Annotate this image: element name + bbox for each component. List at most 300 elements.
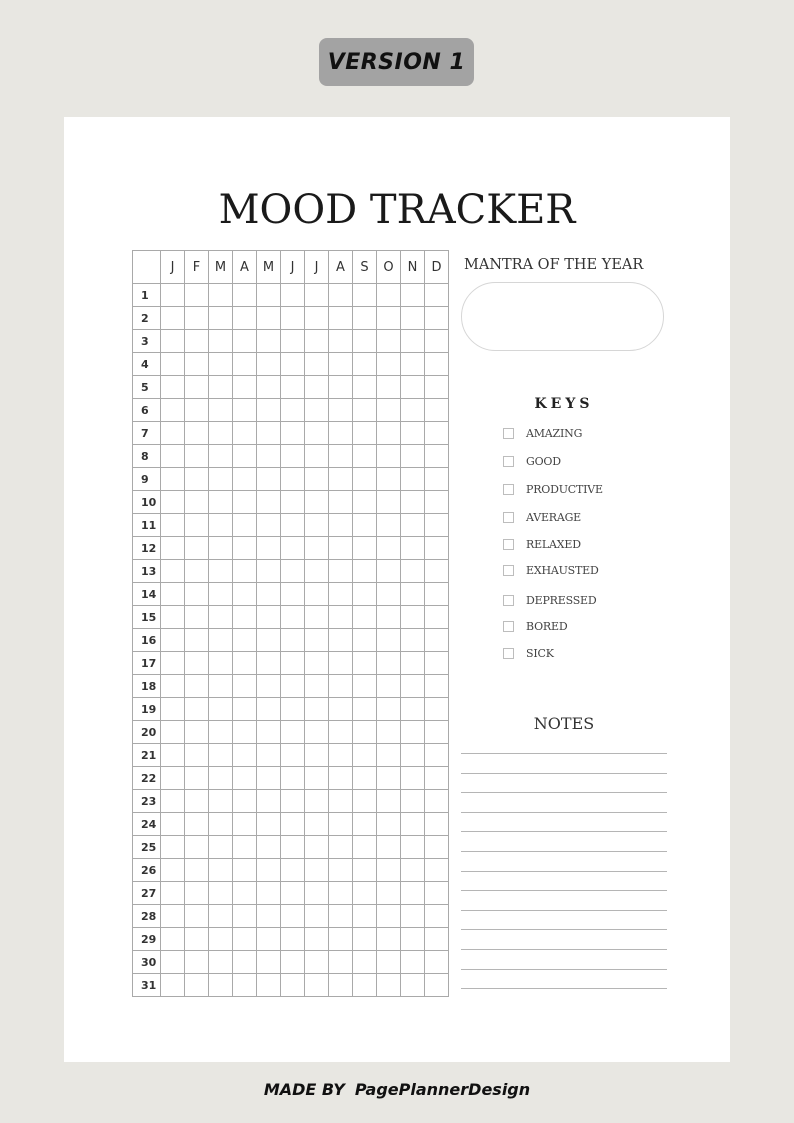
mood-cell[interactable] bbox=[257, 330, 281, 353]
notes-line[interactable] bbox=[461, 753, 667, 754]
mood-cell[interactable] bbox=[401, 675, 425, 698]
mood-cell[interactable] bbox=[209, 583, 233, 606]
mood-cell[interactable] bbox=[377, 951, 401, 974]
mood-cell[interactable] bbox=[185, 698, 209, 721]
mood-cell[interactable] bbox=[377, 491, 401, 514]
mood-cell[interactable] bbox=[305, 583, 329, 606]
mood-cell[interactable] bbox=[209, 928, 233, 951]
mood-cell[interactable] bbox=[377, 376, 401, 399]
mood-cell[interactable] bbox=[257, 422, 281, 445]
mood-cell[interactable] bbox=[401, 606, 425, 629]
mood-cell[interactable] bbox=[257, 491, 281, 514]
mood-cell[interactable] bbox=[161, 928, 185, 951]
mood-cell[interactable] bbox=[329, 721, 353, 744]
mood-cell[interactable] bbox=[233, 422, 257, 445]
mood-cell[interactable] bbox=[233, 583, 257, 606]
mood-cell[interactable] bbox=[305, 652, 329, 675]
mood-cell[interactable] bbox=[257, 629, 281, 652]
mood-cell[interactable] bbox=[305, 974, 329, 997]
mood-cell[interactable] bbox=[281, 583, 305, 606]
mood-cell[interactable] bbox=[401, 353, 425, 376]
mood-cell[interactable] bbox=[161, 767, 185, 790]
mood-cell[interactable] bbox=[209, 951, 233, 974]
mood-cell[interactable] bbox=[209, 445, 233, 468]
mood-cell[interactable] bbox=[305, 537, 329, 560]
mood-cell[interactable] bbox=[209, 422, 233, 445]
mood-cell[interactable] bbox=[161, 445, 185, 468]
mood-cell[interactable] bbox=[257, 514, 281, 537]
mood-cell[interactable] bbox=[161, 836, 185, 859]
mood-cell[interactable] bbox=[233, 560, 257, 583]
mood-cell[interactable] bbox=[377, 859, 401, 882]
mood-cell[interactable] bbox=[425, 652, 449, 675]
mood-cell[interactable] bbox=[305, 284, 329, 307]
mood-cell[interactable] bbox=[257, 652, 281, 675]
mood-cell[interactable] bbox=[329, 951, 353, 974]
mood-cell[interactable] bbox=[185, 767, 209, 790]
mood-cell[interactable] bbox=[257, 790, 281, 813]
mood-cell[interactable] bbox=[209, 606, 233, 629]
mood-cell[interactable] bbox=[305, 491, 329, 514]
mood-cell[interactable] bbox=[257, 468, 281, 491]
mood-cell[interactable] bbox=[305, 606, 329, 629]
mood-cell[interactable] bbox=[233, 284, 257, 307]
mood-cell[interactable] bbox=[161, 744, 185, 767]
mood-cell[interactable] bbox=[353, 330, 377, 353]
mood-cell[interactable] bbox=[377, 399, 401, 422]
mood-cell[interactable] bbox=[257, 859, 281, 882]
mood-cell[interactable] bbox=[281, 399, 305, 422]
mood-cell[interactable] bbox=[233, 307, 257, 330]
mood-cell[interactable] bbox=[281, 836, 305, 859]
mood-cell[interactable] bbox=[209, 514, 233, 537]
mood-cell[interactable] bbox=[425, 330, 449, 353]
mood-cell[interactable] bbox=[257, 721, 281, 744]
mantra-input-box[interactable] bbox=[461, 282, 664, 351]
mood-cell[interactable] bbox=[209, 560, 233, 583]
key-checkbox[interactable] bbox=[503, 648, 514, 659]
mood-cell[interactable] bbox=[353, 491, 377, 514]
mood-cell[interactable] bbox=[161, 951, 185, 974]
mood-cell[interactable] bbox=[185, 583, 209, 606]
mood-cell[interactable] bbox=[209, 353, 233, 376]
mood-cell[interactable] bbox=[161, 813, 185, 836]
mood-cell[interactable] bbox=[425, 675, 449, 698]
mood-cell[interactable] bbox=[353, 560, 377, 583]
mood-cell[interactable] bbox=[185, 859, 209, 882]
notes-line[interactable] bbox=[461, 910, 667, 911]
mood-cell[interactable] bbox=[377, 836, 401, 859]
mood-cell[interactable] bbox=[305, 675, 329, 698]
key-checkbox[interactable] bbox=[503, 621, 514, 632]
mood-cell[interactable] bbox=[257, 951, 281, 974]
mood-cell[interactable] bbox=[161, 399, 185, 422]
mood-cell[interactable] bbox=[329, 537, 353, 560]
mood-cell[interactable] bbox=[401, 560, 425, 583]
mood-cell[interactable] bbox=[281, 675, 305, 698]
mood-cell[interactable] bbox=[257, 882, 281, 905]
mood-cell[interactable] bbox=[185, 744, 209, 767]
mood-cell[interactable] bbox=[233, 767, 257, 790]
mood-cell[interactable] bbox=[425, 905, 449, 928]
mood-cell[interactable] bbox=[353, 813, 377, 836]
mood-cell[interactable] bbox=[209, 836, 233, 859]
mood-cell[interactable] bbox=[353, 790, 377, 813]
mood-cell[interactable] bbox=[281, 974, 305, 997]
mood-cell[interactable] bbox=[257, 307, 281, 330]
mood-cell[interactable] bbox=[377, 583, 401, 606]
mood-cell[interactable] bbox=[329, 468, 353, 491]
mood-cell[interactable] bbox=[185, 514, 209, 537]
mood-cell[interactable] bbox=[233, 790, 257, 813]
key-checkbox[interactable] bbox=[503, 484, 514, 495]
mood-cell[interactable] bbox=[401, 468, 425, 491]
mood-cell[interactable] bbox=[377, 514, 401, 537]
mood-cell[interactable] bbox=[209, 307, 233, 330]
mood-cell[interactable] bbox=[161, 307, 185, 330]
mood-cell[interactable] bbox=[425, 376, 449, 399]
mood-cell[interactable] bbox=[353, 422, 377, 445]
mood-cell[interactable] bbox=[281, 560, 305, 583]
mood-cell[interactable] bbox=[353, 629, 377, 652]
mood-cell[interactable] bbox=[305, 514, 329, 537]
mood-cell[interactable] bbox=[329, 514, 353, 537]
mood-cell[interactable] bbox=[161, 698, 185, 721]
mood-cell[interactable] bbox=[353, 307, 377, 330]
mood-cell[interactable] bbox=[209, 537, 233, 560]
mood-cell[interactable] bbox=[185, 836, 209, 859]
mood-cell[interactable] bbox=[281, 353, 305, 376]
mood-cell[interactable] bbox=[353, 284, 377, 307]
mood-cell[interactable] bbox=[377, 445, 401, 468]
mood-cell[interactable] bbox=[401, 744, 425, 767]
mood-cell[interactable] bbox=[329, 905, 353, 928]
mood-cell[interactable] bbox=[281, 744, 305, 767]
mood-cell[interactable] bbox=[281, 537, 305, 560]
mood-cell[interactable] bbox=[281, 652, 305, 675]
mood-cell[interactable] bbox=[233, 974, 257, 997]
mood-cell[interactable] bbox=[377, 698, 401, 721]
mood-cell[interactable] bbox=[353, 376, 377, 399]
mood-cell[interactable] bbox=[281, 468, 305, 491]
mood-cell[interactable] bbox=[377, 721, 401, 744]
notes-line[interactable] bbox=[461, 773, 667, 774]
mood-cell[interactable] bbox=[353, 698, 377, 721]
mood-cell[interactable] bbox=[257, 583, 281, 606]
mood-cell[interactable] bbox=[281, 307, 305, 330]
mood-cell[interactable] bbox=[329, 859, 353, 882]
mood-cell[interactable] bbox=[401, 859, 425, 882]
notes-line[interactable] bbox=[461, 949, 667, 950]
mood-cell[interactable] bbox=[425, 491, 449, 514]
mood-cell[interactable] bbox=[305, 445, 329, 468]
key-checkbox[interactable] bbox=[503, 512, 514, 523]
mood-cell[interactable] bbox=[257, 445, 281, 468]
mood-cell[interactable] bbox=[377, 675, 401, 698]
mood-cell[interactable] bbox=[425, 629, 449, 652]
mood-cell[interactable] bbox=[377, 422, 401, 445]
mood-cell[interactable] bbox=[401, 307, 425, 330]
mood-cell[interactable] bbox=[425, 928, 449, 951]
mood-cell[interactable] bbox=[161, 514, 185, 537]
mood-cell[interactable] bbox=[329, 767, 353, 790]
mood-cell[interactable] bbox=[185, 330, 209, 353]
mood-cell[interactable] bbox=[161, 882, 185, 905]
mood-cell[interactable] bbox=[329, 353, 353, 376]
mood-cell[interactable] bbox=[281, 514, 305, 537]
notes-line[interactable] bbox=[461, 969, 667, 970]
mood-cell[interactable] bbox=[209, 790, 233, 813]
mood-cell[interactable] bbox=[185, 652, 209, 675]
mood-cell[interactable] bbox=[425, 698, 449, 721]
notes-line[interactable] bbox=[461, 851, 667, 852]
mood-cell[interactable] bbox=[281, 813, 305, 836]
mood-cell[interactable] bbox=[161, 284, 185, 307]
mood-cell[interactable] bbox=[233, 353, 257, 376]
mood-cell[interactable] bbox=[305, 790, 329, 813]
mood-cell[interactable] bbox=[161, 859, 185, 882]
mood-cell[interactable] bbox=[185, 491, 209, 514]
mood-cell[interactable] bbox=[401, 790, 425, 813]
mood-cell[interactable] bbox=[401, 974, 425, 997]
mood-cell[interactable] bbox=[377, 813, 401, 836]
mood-cell[interactable] bbox=[329, 836, 353, 859]
mood-cell[interactable] bbox=[425, 422, 449, 445]
mood-cell[interactable] bbox=[257, 353, 281, 376]
mood-cell[interactable] bbox=[425, 445, 449, 468]
mood-cell[interactable] bbox=[161, 353, 185, 376]
mood-cell[interactable] bbox=[185, 974, 209, 997]
mood-cell[interactable] bbox=[209, 330, 233, 353]
mood-cell[interactable] bbox=[353, 353, 377, 376]
mood-cell[interactable] bbox=[401, 836, 425, 859]
mood-cell[interactable] bbox=[305, 744, 329, 767]
mood-cell[interactable] bbox=[329, 652, 353, 675]
mood-cell[interactable] bbox=[353, 905, 377, 928]
mood-cell[interactable] bbox=[233, 652, 257, 675]
mood-cell[interactable] bbox=[401, 652, 425, 675]
mood-cell[interactable] bbox=[329, 629, 353, 652]
key-checkbox[interactable] bbox=[503, 565, 514, 576]
mood-cell[interactable] bbox=[353, 399, 377, 422]
mood-cell[interactable] bbox=[401, 698, 425, 721]
mood-cell[interactable] bbox=[377, 905, 401, 928]
mood-cell[interactable] bbox=[209, 721, 233, 744]
mood-cell[interactable] bbox=[257, 606, 281, 629]
mood-cell[interactable] bbox=[161, 330, 185, 353]
mood-cell[interactable] bbox=[377, 307, 401, 330]
mood-cell[interactable] bbox=[257, 928, 281, 951]
mood-cell[interactable] bbox=[401, 491, 425, 514]
mood-cell[interactable] bbox=[161, 376, 185, 399]
mood-cell[interactable] bbox=[377, 767, 401, 790]
mood-cell[interactable] bbox=[233, 836, 257, 859]
mood-cell[interactable] bbox=[425, 974, 449, 997]
mood-cell[interactable] bbox=[305, 422, 329, 445]
mood-cell[interactable] bbox=[401, 537, 425, 560]
mood-cell[interactable] bbox=[329, 675, 353, 698]
mood-cell[interactable] bbox=[401, 514, 425, 537]
mood-cell[interactable] bbox=[161, 537, 185, 560]
mood-cell[interactable] bbox=[425, 606, 449, 629]
mood-cell[interactable] bbox=[401, 951, 425, 974]
mood-cell[interactable] bbox=[425, 560, 449, 583]
mood-cell[interactable] bbox=[401, 330, 425, 353]
mood-cell[interactable] bbox=[305, 721, 329, 744]
mood-cell[interactable] bbox=[233, 330, 257, 353]
mood-cell[interactable] bbox=[233, 491, 257, 514]
mood-cell[interactable] bbox=[377, 537, 401, 560]
mood-cell[interactable] bbox=[161, 583, 185, 606]
mood-cell[interactable] bbox=[233, 721, 257, 744]
mood-cell[interactable] bbox=[377, 974, 401, 997]
mood-cell[interactable] bbox=[209, 698, 233, 721]
mood-cell[interactable] bbox=[329, 491, 353, 514]
mood-cell[interactable] bbox=[377, 882, 401, 905]
mood-cell[interactable] bbox=[377, 284, 401, 307]
mood-cell[interactable] bbox=[401, 583, 425, 606]
key-checkbox[interactable] bbox=[503, 595, 514, 606]
mood-cell[interactable] bbox=[329, 606, 353, 629]
mood-cell[interactable] bbox=[377, 353, 401, 376]
mood-cell[interactable] bbox=[425, 836, 449, 859]
mood-cell[interactable] bbox=[305, 399, 329, 422]
mood-cell[interactable] bbox=[257, 560, 281, 583]
mood-cell[interactable] bbox=[401, 813, 425, 836]
mood-cell[interactable] bbox=[281, 330, 305, 353]
mood-cell[interactable] bbox=[281, 422, 305, 445]
mood-cell[interactable] bbox=[329, 698, 353, 721]
mood-cell[interactable] bbox=[281, 491, 305, 514]
mood-cell[interactable] bbox=[185, 537, 209, 560]
mood-cell[interactable] bbox=[377, 606, 401, 629]
mood-cell[interactable] bbox=[161, 974, 185, 997]
mood-cell[interactable] bbox=[353, 882, 377, 905]
mood-cell[interactable] bbox=[257, 284, 281, 307]
mood-cell[interactable] bbox=[209, 675, 233, 698]
mood-cell[interactable] bbox=[353, 721, 377, 744]
mood-cell[interactable] bbox=[161, 790, 185, 813]
mood-cell[interactable] bbox=[209, 284, 233, 307]
mood-cell[interactable] bbox=[233, 606, 257, 629]
mood-cell[interactable] bbox=[425, 468, 449, 491]
mood-cell[interactable] bbox=[305, 905, 329, 928]
mood-cell[interactable] bbox=[329, 974, 353, 997]
mood-cell[interactable] bbox=[305, 330, 329, 353]
mood-cell[interactable] bbox=[185, 422, 209, 445]
mood-cell[interactable] bbox=[233, 537, 257, 560]
mood-cell[interactable] bbox=[209, 882, 233, 905]
mood-cell[interactable] bbox=[377, 652, 401, 675]
mood-cell[interactable] bbox=[185, 284, 209, 307]
mood-cell[interactable] bbox=[257, 698, 281, 721]
mood-cell[interactable] bbox=[305, 353, 329, 376]
mood-cell[interactable] bbox=[281, 376, 305, 399]
mood-cell[interactable] bbox=[257, 744, 281, 767]
mood-cell[interactable] bbox=[257, 836, 281, 859]
mood-cell[interactable] bbox=[257, 767, 281, 790]
mood-cell[interactable] bbox=[185, 445, 209, 468]
key-checkbox[interactable] bbox=[503, 428, 514, 439]
mood-cell[interactable] bbox=[353, 514, 377, 537]
mood-cell[interactable] bbox=[281, 790, 305, 813]
mood-cell[interactable] bbox=[329, 882, 353, 905]
mood-cell[interactable] bbox=[353, 974, 377, 997]
mood-cell[interactable] bbox=[209, 813, 233, 836]
mood-cell[interactable] bbox=[329, 583, 353, 606]
mood-cell[interactable] bbox=[353, 951, 377, 974]
mood-cell[interactable] bbox=[161, 468, 185, 491]
mood-cell[interactable] bbox=[281, 721, 305, 744]
mood-cell[interactable] bbox=[185, 813, 209, 836]
mood-cell[interactable] bbox=[425, 514, 449, 537]
notes-line[interactable] bbox=[461, 871, 667, 872]
mood-cell[interactable] bbox=[305, 951, 329, 974]
mood-cell[interactable] bbox=[185, 468, 209, 491]
mood-cell[interactable] bbox=[425, 284, 449, 307]
mood-cell[interactable] bbox=[353, 744, 377, 767]
mood-cell[interactable] bbox=[305, 813, 329, 836]
mood-cell[interactable] bbox=[281, 928, 305, 951]
mood-cell[interactable] bbox=[185, 376, 209, 399]
mood-cell[interactable] bbox=[233, 744, 257, 767]
mood-cell[interactable] bbox=[425, 859, 449, 882]
mood-cell[interactable] bbox=[233, 675, 257, 698]
mood-cell[interactable] bbox=[209, 491, 233, 514]
mood-cell[interactable] bbox=[353, 468, 377, 491]
mood-cell[interactable] bbox=[353, 583, 377, 606]
mood-cell[interactable] bbox=[185, 675, 209, 698]
mood-cell[interactable] bbox=[305, 882, 329, 905]
mood-cell[interactable] bbox=[209, 652, 233, 675]
mood-cell[interactable] bbox=[353, 652, 377, 675]
mood-cell[interactable] bbox=[281, 606, 305, 629]
mood-cell[interactable] bbox=[425, 744, 449, 767]
mood-cell[interactable] bbox=[329, 307, 353, 330]
mood-cell[interactable] bbox=[209, 399, 233, 422]
mood-cell[interactable] bbox=[377, 928, 401, 951]
mood-cell[interactable] bbox=[329, 744, 353, 767]
mood-cell[interactable] bbox=[425, 882, 449, 905]
mood-cell[interactable] bbox=[161, 652, 185, 675]
mood-cell[interactable] bbox=[425, 399, 449, 422]
mood-cell[interactable] bbox=[185, 307, 209, 330]
mood-cell[interactable] bbox=[209, 767, 233, 790]
mood-cell[interactable] bbox=[425, 537, 449, 560]
mood-cell[interactable] bbox=[161, 491, 185, 514]
mood-cell[interactable] bbox=[401, 376, 425, 399]
mood-cell[interactable] bbox=[329, 284, 353, 307]
mood-cell[interactable] bbox=[305, 928, 329, 951]
mood-cell[interactable] bbox=[305, 629, 329, 652]
mood-cell[interactable] bbox=[233, 882, 257, 905]
mood-cell[interactable] bbox=[329, 422, 353, 445]
mood-cell[interactable] bbox=[161, 721, 185, 744]
mood-cell[interactable] bbox=[185, 882, 209, 905]
mood-cell[interactable] bbox=[233, 698, 257, 721]
mood-cell[interactable] bbox=[401, 882, 425, 905]
mood-cell[interactable] bbox=[401, 284, 425, 307]
mood-cell[interactable] bbox=[185, 721, 209, 744]
mood-cell[interactable] bbox=[401, 767, 425, 790]
mood-cell[interactable] bbox=[185, 560, 209, 583]
mood-cell[interactable] bbox=[329, 376, 353, 399]
mood-cell[interactable] bbox=[257, 974, 281, 997]
mood-cell[interactable] bbox=[401, 928, 425, 951]
mood-cell[interactable] bbox=[185, 905, 209, 928]
notes-line[interactable] bbox=[461, 792, 667, 793]
mood-cell[interactable] bbox=[305, 698, 329, 721]
